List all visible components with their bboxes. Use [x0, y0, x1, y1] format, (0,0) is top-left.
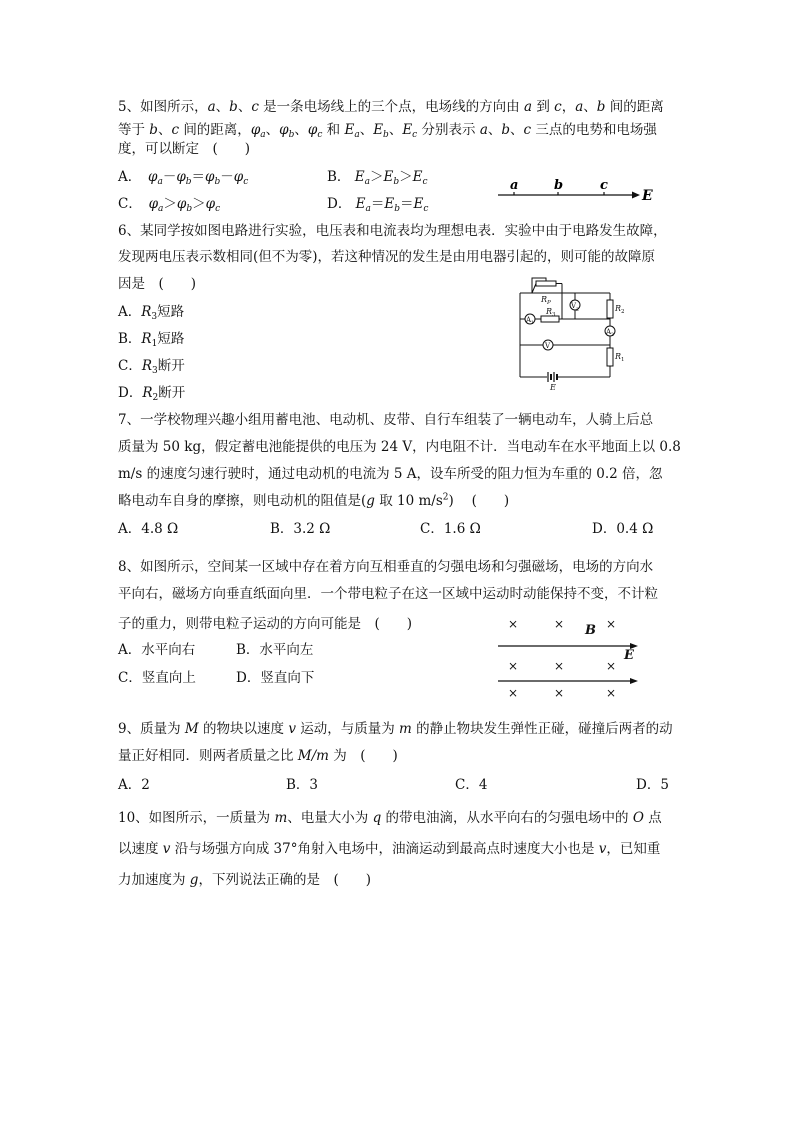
q7-option-c: C．1.6 Ω — [420, 521, 481, 537]
q6-circuit-diagram — [510, 275, 635, 392]
b-cross-4: × — [508, 659, 519, 673]
q10-line-3: 力加速度为 g，下列说法正确的是 ( ) — [118, 872, 371, 888]
q10-line-2: 以速度 v 沿与场强方向成 37°角射入电场中，油滴运动到最高点时速度大小也是 v，已知重 — [118, 841, 661, 857]
q5-line-1: 5、如图所示，a、b、c 是一条电场线上的三个点，电场线的方向由 a 到 c，a、b 间的距离 — [118, 99, 664, 115]
q7-line-2: 质量为 50 kg，假定蓄电池能提供的电压为 24 V，内电阻不计．当电动车在水平地面上以 0.8 — [118, 439, 681, 455]
q9-option-d: D．5 — [636, 777, 669, 793]
q6-option-b: B．$R_1$短路 — [118, 331, 185, 349]
q7-line-4: 略电动车自身的摩擦，则电动机的阻值是(g 取 10 $m/s^2$) ( ) — [118, 492, 510, 509]
q6-line-1: 6、某同学按如图电路进行实验，电压表和电流表均为理想电表．实验中由于电路发生故障， — [118, 223, 667, 239]
q10-line-1: 10、如图所示，一质量为 m、电量大小为 q 的带电油滴，从水平向右的匀强电场中的 O 点 — [118, 810, 662, 826]
a1-label: A — [526, 316, 532, 324]
q6-option-c: C．$R_3$断开 — [118, 358, 185, 376]
q9-option-b: B．3 — [286, 777, 319, 793]
electric-e-label: E — [624, 648, 634, 663]
rp-rheostat — [536, 281, 556, 286]
q8-option-c: C．竖直向上 — [118, 670, 196, 686]
b-cross-9: × — [606, 686, 617, 700]
q8-line-3: 子的重力，则带电粒子运动的方向可能是 ( ) — [118, 616, 413, 632]
q8-line-2: 平向右，磁场方向垂直纸面向里．一个带电粒子在这一区域中运动时动能保持不变，不计粒 — [118, 586, 658, 602]
r3-resistor — [541, 316, 559, 322]
v-label: V — [545, 342, 551, 350]
q7-option-d: D．0.4 Ω — [592, 521, 654, 537]
r1-label: R — [615, 352, 622, 361]
b-cross-7: × — [508, 686, 519, 700]
r2-label-sub: 2 — [621, 309, 625, 315]
magnetic-b-label: B — [585, 623, 596, 638]
q8-field-diagram — [498, 612, 648, 702]
q8-option-b: B．水平向左 — [236, 642, 314, 658]
q8-line-1: 8、如图所示，空间某一区域中存在着方向互相垂直的匀强电场和匀强磁场，电场的方向水 — [118, 559, 654, 575]
q9-line-1: 9、质量为 M 的物块以速度 v 运动，与质量为 m 的静止物块发生弹性正碰，碰撞后两者的动 — [118, 721, 673, 737]
q5-option-c: C． $\varphi_a>\varphi_b>\varphi_c$ — [118, 196, 221, 214]
a1-label-sub: 1 — [531, 321, 534, 326]
rp-link — [532, 284, 536, 294]
point-a-label: a — [510, 178, 519, 193]
q6-option-d: D．$R_2$断开 — [118, 385, 186, 403]
q5-line-3: 度，可以断定 ( ) — [118, 141, 251, 157]
r3-label: R — [546, 307, 553, 316]
q7-line-3: m/s 的速度匀速行驶时，通过电动机的电流为 5 A，设车所受的阻力恒为车重的 0.2 倍，忽 — [118, 466, 663, 482]
q9-option-a: A．2 — [118, 777, 150, 793]
rp-label: R — [541, 295, 548, 304]
b-cross-2: × — [554, 617, 565, 631]
q5-option-b: B． $E_a>E_b>E_c$ — [327, 169, 428, 187]
field-arrowhead — [632, 192, 640, 199]
q6-line-3: 因是 ( ) — [118, 276, 197, 292]
b-cross-1: × — [508, 617, 519, 631]
b-cross-6: × — [606, 659, 617, 673]
point-c-label: c — [600, 178, 608, 193]
v2-label: V — [571, 302, 577, 310]
r1-label-sub: 1 — [621, 357, 625, 363]
q6-line-2: 发现两电压表示数相同(但不为零)，若这种情况的发生是由用电器引起的，则可能的故障原 — [118, 249, 656, 265]
b-cross-8: × — [554, 686, 565, 700]
r1-resistor — [607, 348, 613, 366]
q9-line-2: 量正好相同．则两者质量之比 M/m 为 ( ) — [118, 748, 398, 764]
q6-option-a: A．$R_3$短路 — [118, 304, 185, 322]
e-field-arrow-2 — [630, 678, 638, 684]
field-e-label: E — [642, 188, 653, 204]
q5-line-2: 等于 b、c 间的距离，$\varphi_a$、$\varphi_b$、$\varphi_c$ 和 $E_a$、$E_b$、$E_c$ 分别表示 a、b、c 三点的电势和电场强 — [118, 122, 657, 140]
a2-label: A — [606, 328, 612, 336]
b-cross-5: × — [554, 659, 565, 673]
r2-resistor — [607, 300, 613, 318]
battery-e-label: E — [550, 383, 556, 392]
q7-option-b: B．3.2 Ω — [270, 521, 331, 537]
q5-option-a: A． $\varphi_a-\varphi_b=\varphi_b-\varphi_c$ — [118, 169, 249, 187]
q5-field-line-figure — [498, 175, 658, 205]
a2-label-sub: 2 — [611, 333, 614, 338]
point-b-label: b — [554, 178, 564, 193]
q7-option-a: A．4.8 Ω — [118, 521, 179, 537]
rp-label-sub: P — [547, 300, 551, 306]
q9-option-c: C．4 — [455, 777, 488, 793]
q7-line-1: 7、一学校物理兴趣小组用蓄电池、电动机、皮带、自行车组装了一辆电动车，人骑上后总 — [118, 412, 654, 428]
q8-option-a: A．水平向右 — [118, 642, 196, 658]
b-cross-3: × — [606, 617, 617, 631]
r3-label-sub: 3 — [552, 312, 556, 318]
v2-label-sub: 2 — [576, 308, 579, 313]
r2-label: R — [615, 304, 622, 313]
q8-option-d: D．竖直向下 — [236, 670, 315, 686]
q5-option-d: D． $E_a=E_b=E_c$ — [327, 196, 429, 214]
